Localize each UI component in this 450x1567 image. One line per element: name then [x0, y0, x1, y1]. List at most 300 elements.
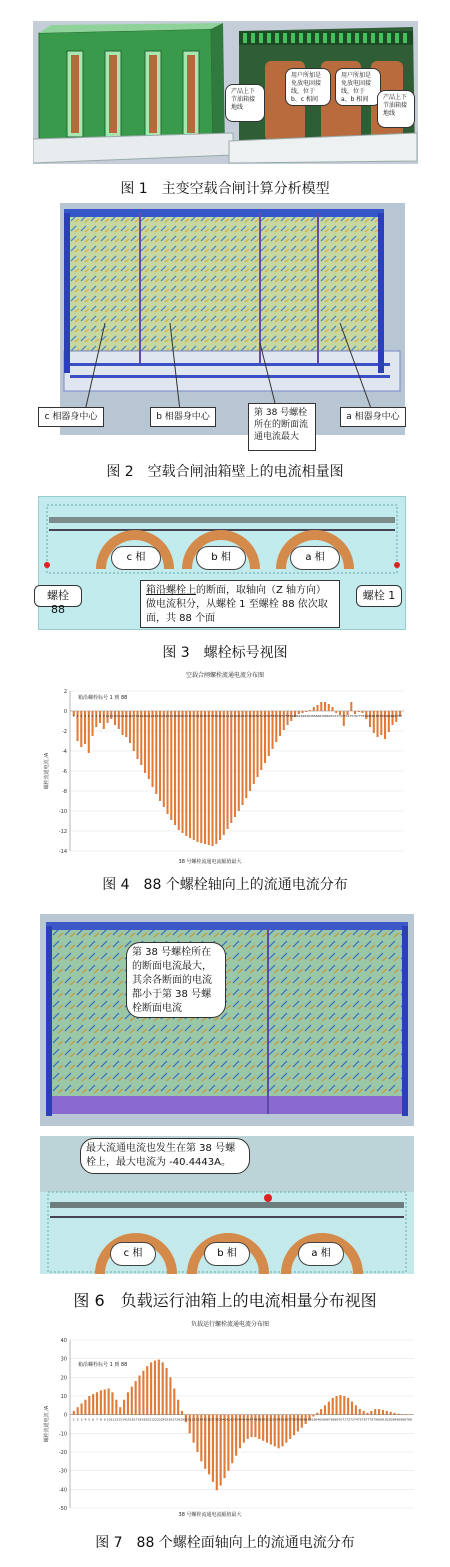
chart-bar	[193, 711, 195, 840]
chart-category-label: 70	[338, 1417, 343, 1422]
chart-category-label: 44	[238, 1417, 242, 1422]
chart-category-label: 60	[299, 1417, 304, 1422]
chart-category-label: 78	[369, 1417, 374, 1422]
chart-category-label: 1	[72, 1417, 75, 1422]
chart-bar	[96, 1392, 98, 1414]
chart-bar	[351, 1402, 353, 1415]
fig3-phase-b: b 相	[196, 546, 246, 570]
chart-bar	[88, 1396, 90, 1415]
chart-category-label: 6	[91, 714, 94, 718]
chart-category-label: 2	[76, 714, 79, 718]
chart-category-label: 1	[72, 714, 75, 718]
chart-bar	[173, 1389, 175, 1415]
chart-bar	[302, 711, 304, 713]
chart-bar	[219, 711, 221, 840]
chart-category-label: 67	[319, 714, 324, 718]
chart-category-label: 2	[76, 1417, 79, 1422]
chart-bar	[374, 1409, 376, 1415]
chart-category-label: 15	[124, 714, 129, 718]
chart-category-label: 56	[278, 714, 282, 718]
chart-category-label: 88	[408, 1417, 412, 1422]
fig3-note-underlined: 箱沿螺栓上	[146, 585, 196, 596]
chart-bar	[77, 1407, 79, 1414]
chart-bar	[135, 1381, 137, 1415]
chart-category-label: 59	[289, 714, 294, 718]
chart-category-label: 28	[176, 1417, 181, 1422]
chart-category-label: 61	[296, 714, 301, 718]
chart-ytick-label: 40	[60, 1338, 67, 1344]
chart-category-label: 17	[131, 714, 136, 718]
chart-category-label: 25	[161, 714, 166, 718]
chart-category-label: 27	[172, 1417, 177, 1422]
chart-bar	[324, 1405, 326, 1414]
chart-category-label: 74	[345, 714, 350, 718]
fig1-label-ground-right: 产品上下节油箱接地线	[377, 90, 415, 128]
chart-bar	[378, 1409, 380, 1415]
chart-category-label: 61	[303, 1417, 308, 1422]
chart-category-label: 3	[80, 1417, 83, 1422]
chart-bar	[245, 711, 247, 798]
chart-bar	[305, 711, 307, 712]
chart-category-label: 75	[357, 1417, 362, 1422]
chart-ytick-label: 0	[63, 709, 67, 715]
chart-category-label: 72	[338, 714, 342, 718]
fig3-caption: 图 3 螺栓标号视图	[162, 645, 288, 661]
chart-category-label: 77	[356, 714, 361, 718]
chart-category-label: 5	[88, 1417, 91, 1422]
chart-category-label: 35	[203, 1417, 208, 1422]
chart-category-label: 81	[371, 714, 376, 718]
chart-ytick-label: -10	[58, 1431, 67, 1438]
chart-category-label: 34	[195, 714, 200, 718]
chart-category-label: 26	[168, 1417, 173, 1422]
chart-category-label: 51	[265, 1417, 269, 1422]
chart-bar	[185, 711, 187, 836]
chart-category-label: 34	[199, 1417, 204, 1422]
chart-bar	[73, 1411, 75, 1415]
fig4-chart-svg	[40, 667, 410, 867]
chart-category-label: 24	[158, 714, 162, 718]
chart-category-label: 5	[87, 714, 90, 718]
chart-category-label: 76	[353, 714, 357, 718]
chart-bar	[100, 1390, 102, 1414]
chart-category-label: 86	[390, 714, 395, 718]
fig1-caption: 图 1 主变空载合闸计算分析模型	[120, 181, 330, 197]
chart-category-label: 58	[285, 714, 290, 718]
chart-category-label: 54	[276, 1417, 281, 1422]
chart-category-label: 82	[384, 1417, 389, 1422]
chart-bar	[227, 1415, 229, 1471]
fig1-label-user-bc: 用户所加是免放电固接线，位于 b、c 相间	[285, 68, 331, 106]
chart-category-label: 22	[153, 1417, 157, 1422]
chart-category-label: 27	[169, 714, 174, 718]
chart-bar	[223, 711, 225, 835]
chart-bar	[127, 1392, 129, 1414]
chart-category-label: 47	[244, 714, 249, 718]
chart-bar	[328, 704, 330, 711]
chart-ytick-label: 10	[60, 1394, 67, 1400]
chart-bar	[212, 1415, 214, 1482]
chart-category-label: 17	[133, 1417, 138, 1422]
fig7-caption: 图 7 88 个螺栓面轴向上的流通电流分布	[95, 1535, 355, 1551]
chart-category-label: 35	[199, 714, 204, 718]
chart-title: 空载合闸螺栓流通电流分布图	[185, 672, 265, 679]
chart-bar	[108, 1389, 110, 1415]
chart-bar	[257, 711, 259, 777]
chart-category-label: 80	[368, 714, 372, 718]
chart-bar	[115, 1400, 117, 1415]
chart-category-label: 49	[257, 1417, 262, 1422]
chart-category-label: 46	[240, 714, 245, 718]
chart-category-label: 32	[188, 714, 192, 718]
chart-bar	[119, 1407, 121, 1414]
chart-bar	[174, 711, 176, 825]
chart-category-label: 28	[173, 714, 177, 718]
fig3-phase-a: a 相	[290, 546, 340, 570]
chart-category-label: 68	[323, 714, 327, 718]
chart-bar	[131, 1387, 133, 1415]
chart-category-label: 43	[229, 714, 234, 718]
chart-category-label: 39	[218, 1417, 223, 1422]
chart-category-label: 69	[326, 714, 331, 718]
chart-category-label: 11	[109, 714, 114, 718]
chart-category-label: 78	[360, 714, 365, 718]
chart-bar	[363, 1411, 365, 1415]
chart-bar	[390, 1412, 392, 1415]
fig2-caption: 图 2 空载合闸油箱壁上的电流相量图	[106, 464, 344, 480]
fig6-caption: 图 6 负载运行油箱上的电流相量分布视图	[73, 1291, 377, 1310]
chart-category-label: 69	[334, 1417, 339, 1422]
chart-bar	[227, 711, 229, 829]
chart-category-label: 68	[330, 1417, 335, 1422]
chart-category-label: 14	[122, 1417, 126, 1422]
chart-category-label: 54	[270, 714, 275, 718]
chart-category-label: 33	[191, 714, 196, 718]
chart-category-label: 87	[394, 714, 399, 718]
chart-category-label: 66	[323, 1417, 327, 1422]
chart-bar	[142, 1371, 144, 1415]
chart-ytick-label: -4	[62, 749, 67, 755]
chart-category-label: 73	[341, 714, 346, 718]
chart-bar	[260, 711, 262, 770]
chart-category-label: 84	[383, 714, 387, 718]
chart-category-label: 40	[222, 1417, 227, 1422]
chart-category-label: 64	[315, 1417, 320, 1422]
chart-category-label: 55	[274, 714, 279, 718]
chart-bar	[170, 711, 172, 820]
fig6-vector-image	[40, 914, 414, 1126]
fig6-callout-bottom: 最大流通电流也发生在第 38 号螺栓上，最大电流为 -40.4443A。	[80, 1138, 250, 1174]
chart-category-label: 58	[292, 1417, 296, 1422]
chart-category-label: 31	[187, 1417, 192, 1422]
chart-category-label: 4	[84, 1417, 87, 1422]
chart-category-label: 11	[110, 1417, 115, 1422]
chart-category-label: 41	[226, 1417, 231, 1422]
chart-category-label: 38	[210, 714, 215, 718]
chart-ytick-label: 20	[60, 1375, 67, 1382]
chart-bar	[166, 1368, 168, 1415]
chart-bar	[159, 711, 161, 801]
chart-category-label: 87	[404, 1417, 409, 1422]
chart-bar	[359, 1409, 361, 1415]
chart-bar	[324, 702, 326, 711]
chart-bar	[332, 1398, 334, 1415]
chart-category-label: 62	[307, 1417, 312, 1422]
chart-bar	[181, 1411, 183, 1415]
chart-category-label: 52	[263, 714, 267, 718]
chart-title: 负载运行螺栓流通电流分布图	[190, 1321, 270, 1328]
chart-bar	[332, 707, 334, 711]
chart-annotation-bottom: 38 号螺栓流通电流幅值最大	[178, 1512, 242, 1518]
chart-bar	[104, 1389, 106, 1414]
chart-bar	[253, 711, 255, 784]
chart-category-label: 67	[326, 1417, 331, 1422]
chart-category-label: 6	[92, 1417, 95, 1422]
chart-category-label: 8	[99, 1417, 102, 1422]
chart-bar	[343, 1396, 345, 1415]
chart-category-label: 82	[375, 714, 380, 718]
chart-category-label: 23	[154, 714, 159, 718]
chart-bar	[178, 711, 180, 830]
fig4-caption: 图 4 88 个螺栓轴向上的流通电流分布	[102, 877, 348, 893]
chart-category-label: 56	[284, 1417, 289, 1422]
chart-bar	[189, 711, 191, 838]
fig7-chart	[40, 1316, 420, 1524]
chart-bar	[220, 1415, 222, 1486]
chart-bar	[386, 1411, 388, 1415]
chart-bar	[350, 702, 352, 711]
chart-category-label: 9	[102, 714, 105, 718]
chart-ytick-label: -12	[58, 829, 67, 835]
chart-category-label: 30	[180, 714, 185, 718]
chart-bar	[158, 1360, 160, 1415]
chart-category-label: 79	[373, 1417, 378, 1422]
chart-annotation-top: 箱沿螺栓标号 1 到 88	[78, 695, 128, 701]
chart-ytick-label: -2	[62, 729, 67, 735]
chart-category-label: 50	[255, 714, 260, 718]
chart-category-label: 74	[353, 1417, 358, 1422]
chart-bar	[216, 1415, 218, 1491]
chart-category-label: 50	[261, 1417, 266, 1422]
chart-category-label: 47	[249, 1417, 254, 1422]
chart-bar	[182, 711, 184, 833]
chart-bar	[320, 1409, 322, 1415]
fig3-note-rest: 的断面，取轴向（Z 轴方向）做电流积分，从螺栓 1 至螺栓 88 依次取面，共 88 个面	[146, 585, 328, 624]
fig2-label-b-center: b 相器身中心	[150, 407, 216, 427]
chart-category-label: 3	[80, 714, 83, 718]
fig4-chart	[40, 667, 410, 867]
chart-bar	[212, 711, 214, 846]
chart-category-label: 48	[253, 1417, 258, 1422]
chart-category-label: 71	[334, 714, 339, 718]
chart-category-label: 49	[251, 714, 256, 718]
fig2-vector-image	[60, 203, 405, 435]
chart-category-label: 21	[146, 714, 151, 718]
chart-category-label: 59	[295, 1417, 300, 1422]
chart-bar	[200, 711, 202, 843]
chart-bar	[317, 705, 319, 711]
chart-bar	[238, 711, 240, 811]
chart-bar	[313, 707, 315, 711]
chart-bar	[150, 1362, 152, 1414]
chart-category-label: 16	[129, 1417, 134, 1422]
chart-bar	[144, 711, 146, 773]
chart-bar	[347, 1398, 349, 1415]
chart-bar	[264, 711, 266, 763]
chart-bar	[208, 711, 210, 845]
chart-bar	[382, 1410, 384, 1415]
chart-ytick-label: 0	[63, 1412, 67, 1419]
chart-category-label: 65	[311, 714, 316, 718]
chart-bar	[167, 711, 169, 814]
chart-ytick-label: -40	[58, 1487, 67, 1494]
chart-bar	[123, 1400, 125, 1415]
chart-category-label: 53	[272, 1417, 277, 1422]
chart-bar	[393, 1413, 395, 1415]
chart-bar	[231, 1415, 233, 1464]
chart-category-label: 77	[365, 1417, 370, 1422]
chart-category-label: 20	[145, 1417, 150, 1422]
chart-bar	[148, 711, 150, 779]
chart-category-label: 73	[350, 1417, 354, 1422]
chart-category-label: 29	[176, 714, 181, 718]
chart-category-label: 76	[361, 1417, 366, 1422]
fig2-label-a-center: a 相器身中心	[340, 407, 406, 427]
chart-bar	[370, 1411, 372, 1415]
chart-category-label: 37	[206, 714, 211, 718]
chart-bar	[397, 1414, 399, 1415]
chart-category-label: 45	[241, 1417, 246, 1422]
chart-annotation-bottom: 38 号螺栓流通电流幅值最大	[178, 859, 242, 865]
chart-ytick-label: -8	[62, 789, 67, 795]
fig6-callout-top: 第 38 号螺栓所在的断面电流最大，其余各断面的电流都小于第 38 号螺栓断面电流	[126, 942, 226, 1018]
chart-category-label: 71	[342, 1417, 347, 1422]
chart-category-label: 12	[113, 714, 117, 718]
chart-ylabel: 螺栓流通电流 /A	[44, 1405, 50, 1443]
chart-category-label: 80	[377, 1417, 381, 1422]
chart-category-label: 19	[139, 714, 144, 718]
chart-category-label: 62	[300, 714, 305, 718]
chart-category-label: 38	[214, 1417, 219, 1422]
chart-category-label: 36	[203, 714, 207, 718]
chart-category-label: 33	[195, 1417, 200, 1422]
chart-bar	[249, 711, 251, 791]
chart-bar	[177, 1400, 179, 1415]
chart-ytick-label: -50	[58, 1506, 67, 1512]
chart-bar	[401, 1414, 403, 1415]
chart-ylabel: 螺栓流通电流 /A	[44, 752, 50, 790]
chart-category-label: 52	[268, 1417, 273, 1422]
chart-ytick-label: -10	[58, 809, 67, 815]
chart-bar	[84, 1400, 86, 1415]
chart-bar	[152, 711, 154, 787]
chart-category-label: 60	[293, 714, 297, 718]
chart-bar	[230, 711, 232, 823]
chart-category-label: 43	[234, 1417, 239, 1422]
chart-bar	[155, 711, 157, 794]
fig2-label-c-center: c 相器身中心	[38, 407, 104, 427]
chart-ytick-label: -30	[58, 1468, 67, 1475]
chart-bar	[204, 1415, 206, 1469]
chart-bar	[328, 1402, 330, 1415]
chart-category-label: 9	[103, 1417, 106, 1422]
fig3-note	[140, 580, 340, 628]
chart-category-label: 72	[346, 1417, 351, 1422]
chart-bar	[163, 711, 165, 807]
chart-category-label: 20	[143, 714, 147, 718]
chart-category-label: 37	[210, 1417, 215, 1422]
chart-bar	[355, 1405, 357, 1414]
chart-category-label: 42	[230, 1417, 235, 1422]
chart-bar	[362, 711, 364, 713]
chart-bar	[309, 710, 311, 711]
chart-category-label: 46	[245, 1417, 250, 1422]
chart-category-label: 53	[266, 714, 271, 718]
chart-category-label: 57	[288, 1417, 293, 1422]
chart-category-label: 70	[330, 714, 335, 718]
chart-category-label: 18	[135, 714, 140, 718]
chart-category-label: 39	[214, 714, 219, 718]
chart-category-label: 63	[304, 714, 309, 718]
chart-bar	[336, 1396, 338, 1415]
chart-category-label: 19	[141, 1417, 146, 1422]
chart-category-label: 66	[315, 714, 320, 718]
chart-category-label: 85	[386, 714, 391, 718]
chart-category-label: 25	[164, 1417, 169, 1422]
chart-category-label: 10	[105, 714, 110, 718]
chart-category-label: 83	[379, 714, 384, 718]
chart-bar	[111, 1392, 113, 1414]
chart-category-label: 88	[398, 714, 402, 718]
chart-category-label: 48	[248, 714, 252, 718]
chart-bar	[223, 1415, 225, 1478]
chart-ytick-label: -20	[58, 1450, 67, 1456]
chart-category-label: 41	[221, 714, 226, 718]
chart-bar	[162, 1362, 164, 1414]
chart-category-label: 81	[380, 1417, 385, 1422]
chart-category-label: 30	[183, 1417, 188, 1422]
chart-ytick-label: -14	[58, 849, 67, 855]
chart-category-label: 42	[225, 714, 230, 718]
chart-annotation-top: 箱沿螺栓标号 1 到 88	[78, 1362, 128, 1368]
chart-bar	[204, 711, 206, 844]
chart-ytick-label: 2	[63, 689, 67, 695]
fig1-label-user-ab: 用户所加是免放电固接线，位于 a、b 相间	[335, 68, 381, 106]
chart-bar	[146, 1366, 148, 1415]
chart-category-label: 15	[125, 1417, 130, 1422]
chart-bar	[169, 1377, 171, 1414]
chart-bar	[358, 711, 360, 712]
chart-bar	[234, 711, 236, 817]
chart-category-label: 85	[396, 1417, 401, 1422]
chart-category-label: 57	[281, 714, 286, 718]
chart-category-label: 40	[218, 714, 222, 718]
chart-category-label: 7	[96, 1417, 98, 1422]
chart-bar	[366, 1413, 368, 1415]
chart-category-label: 44	[233, 714, 237, 718]
chart-bar	[312, 1415, 314, 1417]
chart-category-label: 10	[106, 1417, 111, 1422]
chart-bar	[92, 1394, 94, 1415]
chart-bar	[138, 1375, 140, 1414]
chart-category-label: 24	[160, 1417, 165, 1422]
chart-category-label: 79	[364, 714, 369, 718]
fig3-label-bolt1: 螺栓 1	[356, 585, 402, 607]
chart-category-label: 83	[388, 1417, 393, 1422]
chart-bar	[140, 711, 142, 765]
chart-category-label: 86	[400, 1417, 405, 1422]
chart-category-label: 22	[150, 714, 155, 718]
